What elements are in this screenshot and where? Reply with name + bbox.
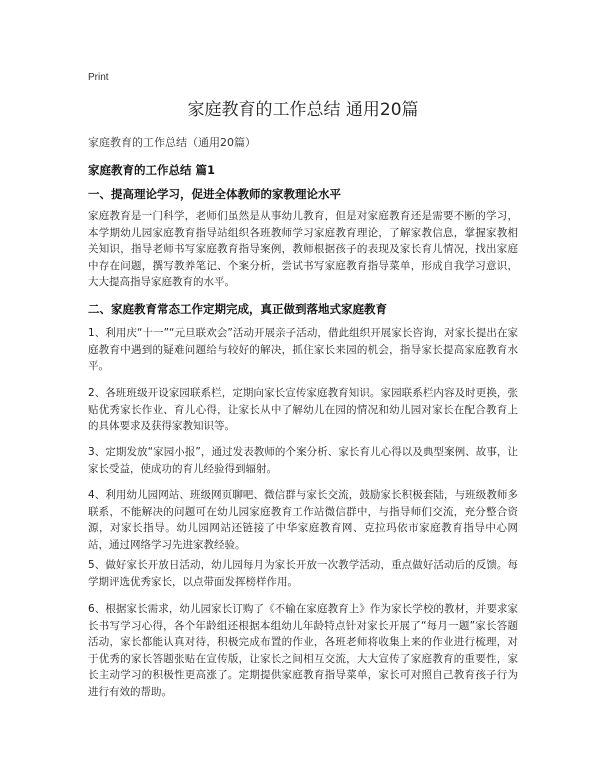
paragraph: 2、各班班级开设家园联系栏，定期向家长宣传家庭教育知识。家园联系栏内容及时更换，张贴优秀家长作业、育儿心得，让家长从中了解幼儿在园的情况和幼儿园对家长在配合教育上的具体要求及获得家教知识等。 [88,387,518,432]
paragraph: 1、利用庆“十一”“元旦联欢会”活动开展亲子活动，借此组织开展家长咨询，对家长提出在家庭教育中遇到的疑难问题给与较好的解决，抓住家长来园的机会，指导家长提高家庭教育水平。 [88,327,518,372]
paragraph: 3、定期发放“家园小报”，通过发表教师的个案分析、家长育儿心得以及典型案例、故事，让家长受益，使成功的育儿经验得到辐射。 [88,446,518,475]
document-subtitle: 家庭教育的工作总结（通用20篇） [88,136,256,149]
part-heading: 家庭教育的工作总结 篇1 [88,163,216,177]
section-heading-2: 二、家庭教育常态工作定期完成，真正做到落地式家庭教育 [88,302,387,316]
paragraph: 家庭教育是一门科学，老师们虽然是从事幼儿教育，但是对家庭教育还是需要不断的学习，本学期幼儿园家庭教育指导站组织各班教师学习家庭教育理论，了解家教信息，掌握家教相关知识，指导老师书写家庭教育指导案例，教师根据孩子的表现及家长育儿情况，找出家庭中存在问题，撰写教养笔记、个案分析，尝试书写家庭教育指导菜单，形成自我学习意识，大大提高指导家庭教育的水平。 [88,210,518,288]
document-title: 家庭教育的工作总结 通用20篇 [187,100,419,120]
paragraph: 6、根据家长需求，幼儿园家长订购了《不输在家庭教育上》作为家长学校的教材，并要求家长书写学习心得，各个年龄组还根据本组幼儿年龄特点针对家长开展了“每月一题”家长答题活动，家长都能认真对待，积极完成布置的作业，各班老师将收集上来的作业进行梳理，对于优秀的家长答题张贴在宣传版，让家长之间相互交流，大大宣传了家庭教育的重要性，家长主动学习的积极性更高涨了。定期提供家庭教育指导菜单，家长可对照自己教育孩子行为进行有效的帮助。 [88,603,518,698]
paragraph: 4、利用幼儿园网站、班级网页聊吧、微信群与家长交流，鼓励家长积极套陆，与班级教师多联系，不能解决的问题可在幼儿园家庭教育工作站微信群中，与指导师们交流，充分整合资源，对家长指导。幼儿园网站还链接了中华家庭教育网、克拉玛依市家庭教育指导中心网站，通过网络学习先进家教经验。 [88,489,518,551]
paragraph: 5、做好家长开放日活动，幼儿园每月为家长开放一次教学活动，重点做好活动后的反馈。每学期评选优秀家长，以点带面发挥榜样作用。 [88,559,518,588]
section-heading-1: 一、提高理论学习，促进全体教师的家教理论水平 [88,187,341,201]
print-link[interactable]: Print [88,72,109,83]
